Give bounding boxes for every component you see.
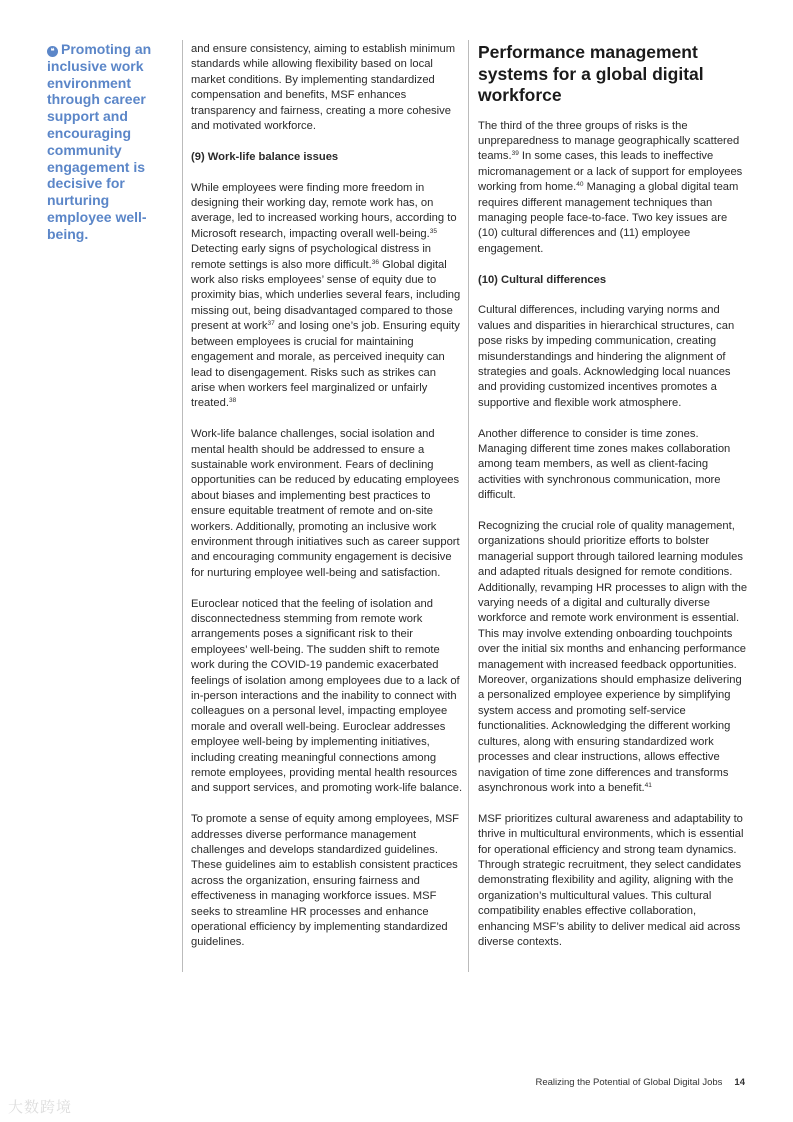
text-run: and losing one’s job. Ensuring equity between employees is crucial for maintaining engagement and morale, as perceived inequity can lead to disengagement. Risks such as strikes can arise when workers feel marginalized or unfairly treated.	[191, 320, 460, 410]
text-run: Managing a global digital team requires different management techniques than managing people face-to-face. Two key issues are (10) cultural differences and (11) employee engagement.	[478, 181, 739, 255]
text-run: While employees were finding more freedom in designing their working day, remote work has, on average, led to increased working hours, according to Microsoft research, impacting overall well-being.	[191, 181, 457, 240]
column-divider	[182, 40, 183, 972]
footnote-ref: 35	[429, 227, 437, 235]
body-column-middle	[191, 42, 463, 966]
paragraph	[191, 181, 463, 412]
footnote-ref: 38	[228, 397, 237, 405]
section-heading: (10) Cultural differences	[478, 273, 607, 286]
paragraph	[478, 812, 750, 951]
text-run: Euroclear noticed that the feeling of isolation and disconnectedness stemming from remote work arrangements poses a significant risk to their employees’ well-being. The sudden shift to remote work during the COVID-19 pandemic exacerbated feelings of isolation among employees due to a lack of in-person interactions and the inability to connect with colleagues on a personal level, impacting employee morale and overall well-being. Euroclear addresses employee well-being by implementing initiatives, including creating meaningful connections among remote employees, providing mental health resources and support services, and promoting work-life balance.	[191, 597, 463, 795]
body-column-right	[478, 42, 750, 966]
column-divider	[468, 40, 469, 972]
watermark: 大数跨境	[8, 1099, 73, 1116]
text-run: The third of the three groups of risks is the unpreparedness to manage geographically scattered teams.	[478, 119, 740, 163]
text-run: In some cases, this leads to ineffective micromanagement or a lack of support for employees working from home.	[478, 150, 743, 194]
paragraph	[191, 427, 463, 581]
paragraph	[478, 519, 750, 796]
text-run: Global digital work also risks employees’ sense of equity due to proximity bias, which underlies several fears, including missing out, being disadvantaged compared to those present at work	[191, 258, 461, 333]
footnote-ref: 40	[576, 181, 584, 189]
pull-quote	[47, 41, 177, 243]
section-title: Performance management systems for a global digital workforce	[478, 42, 704, 105]
paragraph	[191, 812, 463, 951]
paragraph	[478, 427, 750, 504]
text-run: Recognizing the crucial role of quality management, organizations should prioritize efforts to bolster managerial support through tailored learning modules and adapted rituals designed for remote conditions. Additionally, revamping HR processes to align with the varying needs of a digital and culturally diverse workforce and remote work environment is essential. This may involve extending onboarding touchpoints over the initial six months and enhancing performance management with increased feedback opportunities. Moreover, organizations should emphasize delivering a personalized employee experience by simplifying system access and promoting self-service functionalities. Acknowledging the different working cultures, along with ensuring standardized work processes and clear instructions, allows effective navigation of time zone differences and transforms asynchronous work into a benefit.	[478, 520, 748, 794]
text-run: Work-life balance challenges, social isolation and mental health should be addressed to ensure a sustainable work environment. Fears of declining opportunities can be reduced by educating employees about biases and implementing best practices to ensure equitable treatment of remote and on-site workers. Additionally, promoting an inclusive work environment through initiatives such as career support and encouraging community engagement is decisive for nurturing employee well-being and satisfaction.	[191, 428, 460, 579]
footnote-ref: 41	[644, 781, 652, 789]
footnote-ref: 36	[371, 258, 379, 266]
footnote-ref: 37	[267, 320, 275, 328]
footer-title: Realizing the Potential of Global Digital Jobs	[535, 1077, 723, 1088]
pull-quote-text: Promoting an inclusive work environment through career support and encouraging community engagement is decisive for nurturing employee well-being.	[47, 41, 152, 242]
text-run: Detecting early signs of psychological distress in remote settings is also more difficult.	[191, 243, 432, 271]
quote-icon: ❝	[47, 46, 58, 57]
text-run: and ensure consistency, aiming to establish minimum standards while allowing flexibility based on local market conditions. By implementing standardized compensation and benefits, MSF enhances transparency and fairness, creating a more cohesive and motivated workforce.	[191, 43, 456, 133]
page-footer	[535, 1077, 745, 1088]
page-number: 14	[734, 1077, 745, 1088]
footnote-ref: 39	[511, 150, 519, 158]
text-run: Another difference to consider is time zones. Managing different time zones makes collaboration among team members, as well as client-facing activities with synchronous communication, more difficult.	[478, 427, 731, 502]
text-run: MSF prioritizes cultural awareness and adaptability to thrive in multicultural environments, which is essential for operational efficiency and strong team dynamics. Through strategic recruitment, they select candidates demonstrating flexibility and agility, aligning with the organization’s multicultural values. This cultural compatibility enables effective collaboration, enhancing MSF’s ability to deliver medical aid across diverse contexts.	[478, 812, 744, 948]
section-heading: (9) Work-life balance issues	[191, 150, 339, 163]
paragraph	[478, 119, 750, 258]
paragraph	[478, 303, 750, 411]
text-run: To promote a sense of equity among employees, MSF addresses diverse performance management challenges and develops standardized guidelines. These guidelines aim to establish consistent practices across the organization, ensuring fairness and effectiveness in managing workforce issues. MSF seeks to streamline HR processes and enhance operational efficiency by implementing standardized guidelines.	[191, 813, 460, 949]
paragraph	[191, 597, 463, 797]
text-run: Cultural differences, including varying norms and values and disparities in hierarchical structures, can pose risks by impeding communication, creating misunderstandings and hindering the alignment of strategies and goals. Acknowledging local nuances and providing customized incentives promotes a supportive and flexible work atmosphere.	[478, 304, 735, 409]
paragraph	[191, 42, 463, 134]
